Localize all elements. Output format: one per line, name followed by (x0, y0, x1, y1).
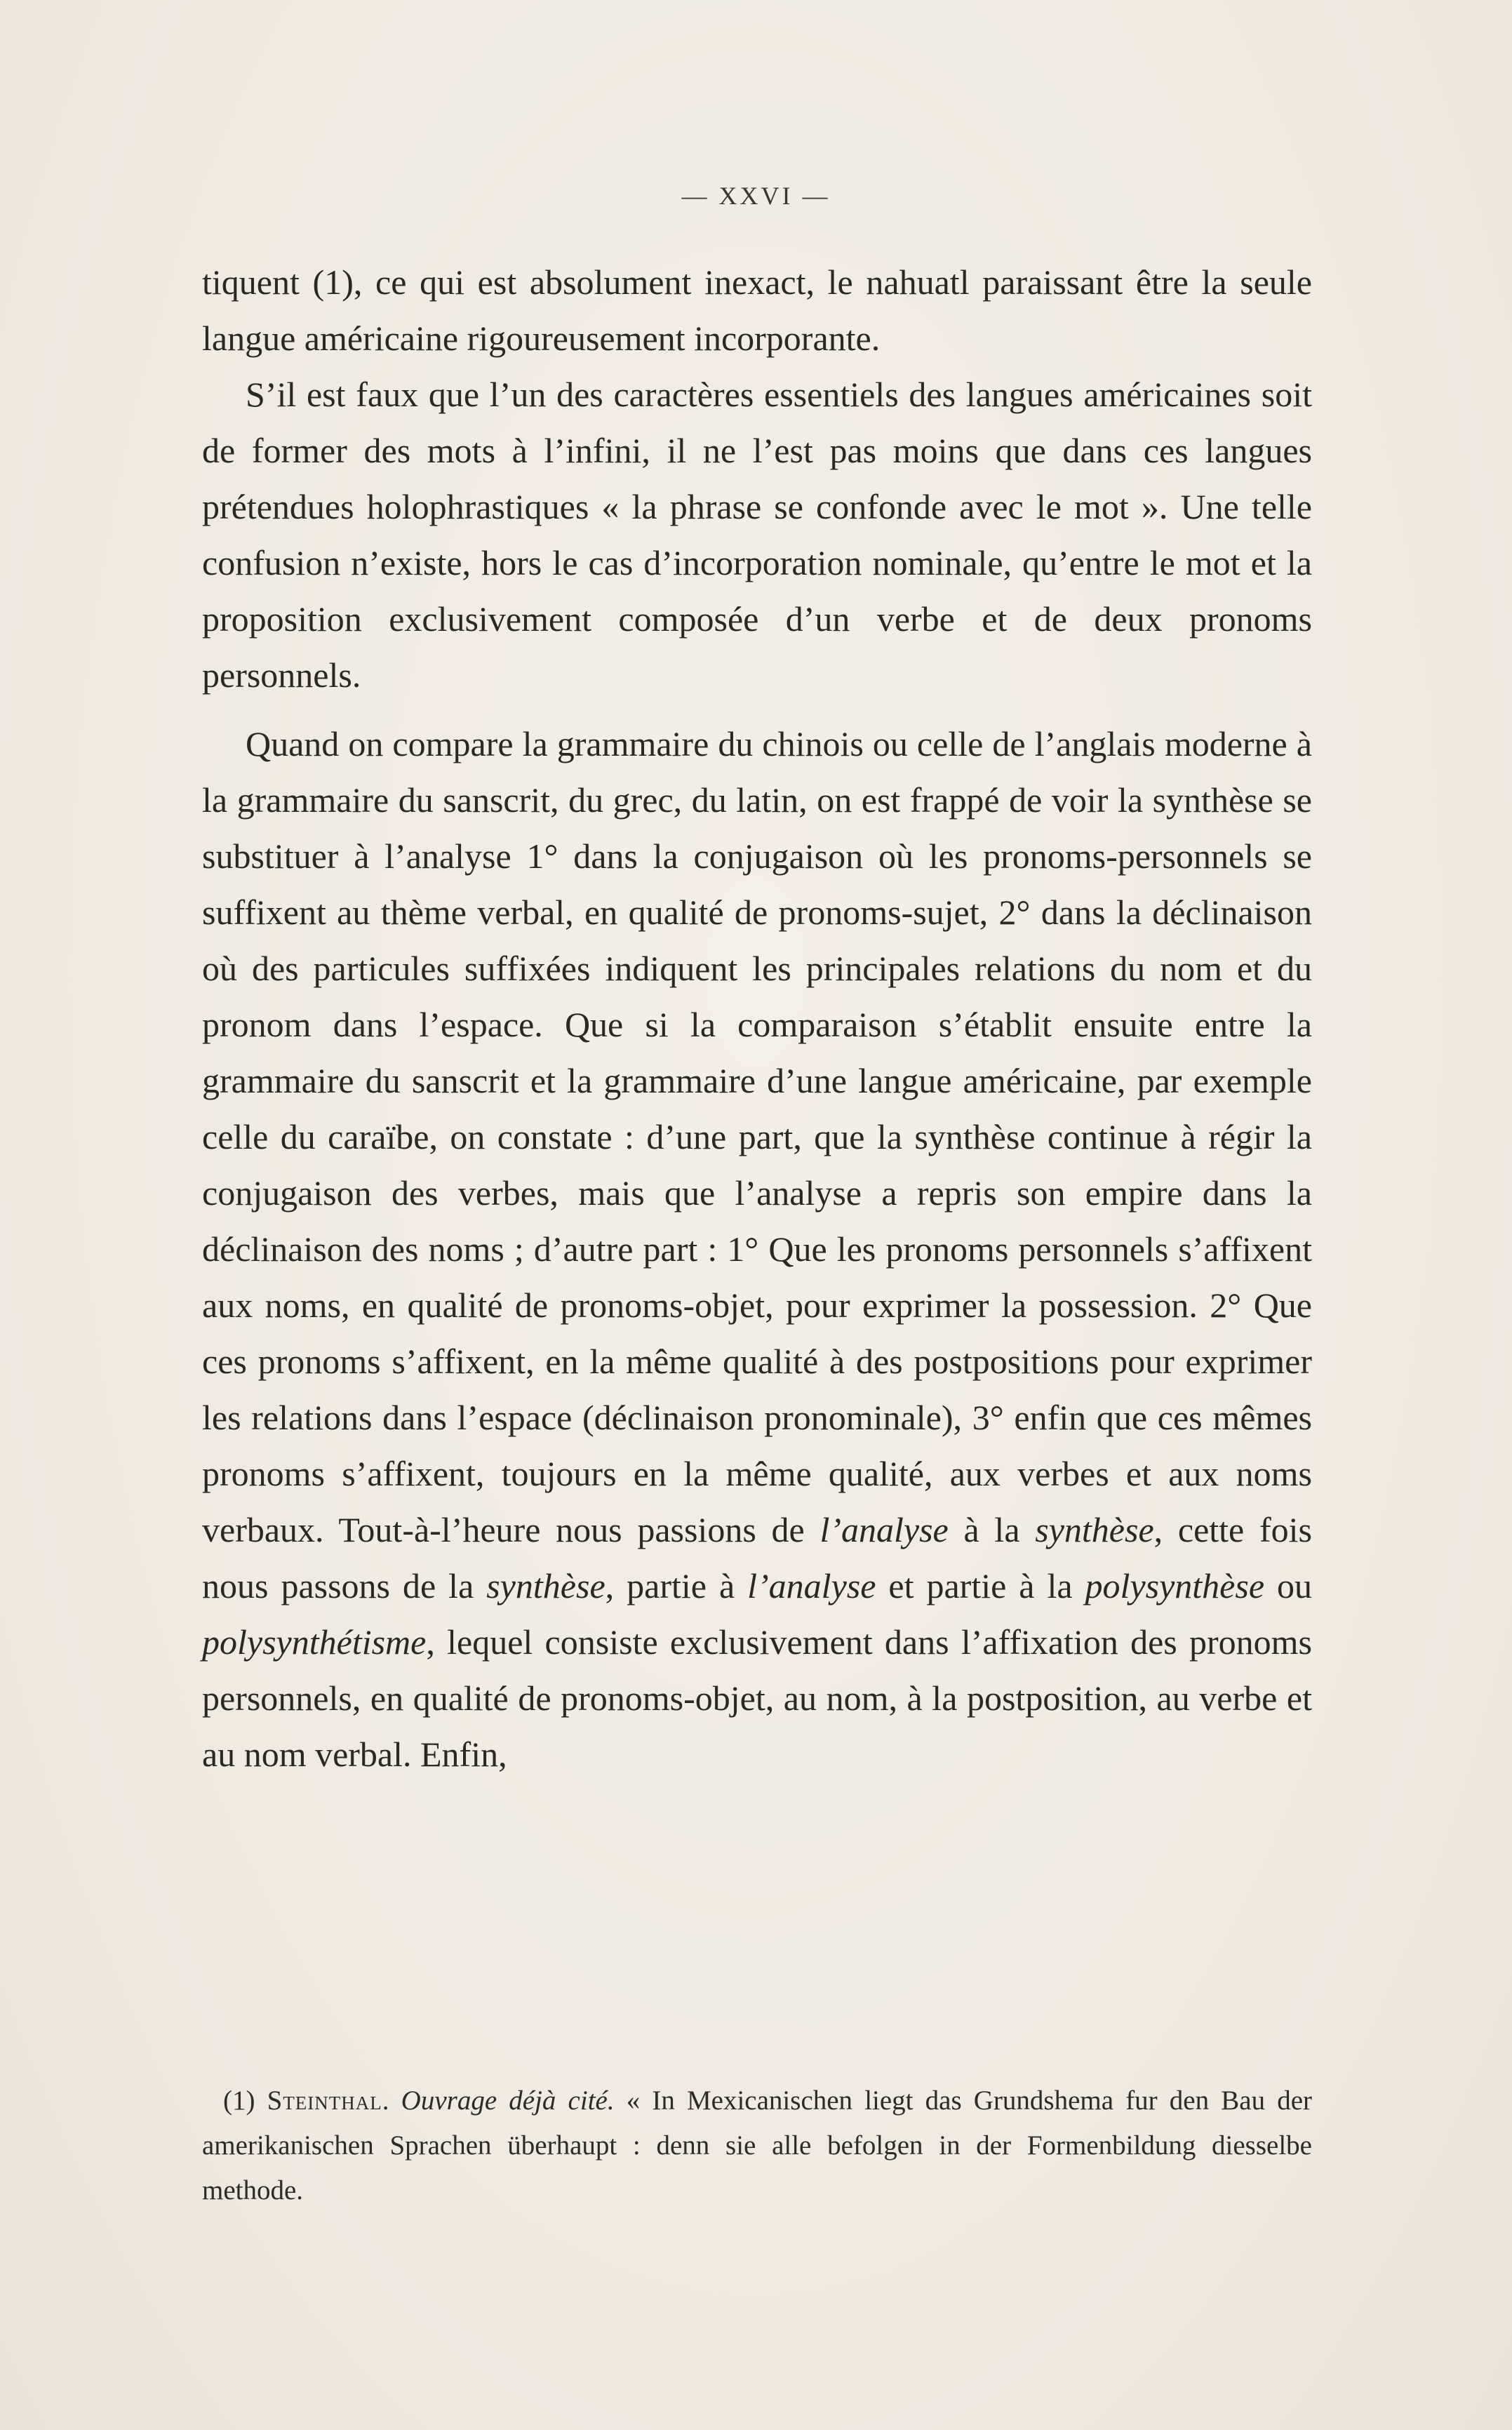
footnote-author: Steinthal (267, 2085, 382, 2116)
footnote (202, 2078, 1312, 2213)
text-run: ou (1264, 1566, 1313, 1605)
footnote-quote: « In Mexicanischen liegt das Grundshema fur den Bau der amerikanischen Sprachen überhaupt : denn sie alle befolgen in der Formenbildung diesselbe methode. (202, 2085, 1313, 2205)
paragraph-holophrastic: S’il est faux que l’un des caractères essentiels des langues américaines soit de former des mots à l’infini, il ne l’est pas moins que dans ces langues prétendues holophrastiques « la phrase se confonde avec le mot ». Une telle confusion n’existe, hors le cas d’incorporation nominale, qu’entre le mot et la proposition exclusivement composée d’un verbe et de deux pronoms personnels. (202, 375, 1312, 695)
main-text (202, 254, 1312, 1782)
paragraph-continuation: tiquent (1), ce qui est absolument inexact, le nahuatl paraissant être la seule langue américaine rigoureusement incorporante. (202, 262, 1312, 358)
italic-term: synthèse (486, 1566, 606, 1605)
text-run: et partie à la (876, 1566, 1085, 1605)
footnote-separator: . (382, 2085, 401, 2116)
italic-term: polysynthétisme (202, 1622, 427, 1662)
italic-term: polysynthèse (1085, 1566, 1265, 1605)
italic-term: l’analyse (747, 1566, 876, 1605)
paragraph-grammar-comparison (202, 716, 1312, 1782)
footnote-marker: (1) (223, 2085, 267, 2116)
text-run: , partie à (605, 1566, 748, 1605)
text-run: , lequel consiste exclusivement dans l’affixation des pronoms personnels, en qualité de pronoms-objet, au nom, à la postposition, au verbe et au nom verbal. Enfin, (202, 1622, 1312, 1774)
italic-term: l’analyse (819, 1510, 949, 1549)
text-run: , cette fois nous passons de la (202, 1510, 1312, 1605)
footnote-work: Ouvrage déjà cité. (401, 2085, 615, 2116)
italic-term: synthèse (1035, 1510, 1154, 1549)
text-run: Quand on compare la grammaire du chinois ou celle de l’anglais moderne à la grammaire du sanscrit, du grec, du latin, on est frappé de voir la synthèse se substituer à l’analyse 1° dans la conjugaison où les pronoms-personnels se suffixent au thème verbal, en qualité de pronoms-sujet, 2° dans la déclinaison où des particules suffixées indiquent les principales relations du nom et du pronom dans l’espace. Que si la comparaison s’établit ensuite entre la grammaire du sanscrit et la grammaire d’une langue américaine, par exemple celle du caraïbe, on constate : d’une part, que la synthèse continue à régir la conjugaison des verbes, mais que l’analyse a repris son empire dans la déclinaison des noms ; d’autre part : 1° Que les pronoms personnels s’affixent aux noms, en qualité de pronoms-objet, pour exprimer la possession. 2° Que ces pronoms s’affixent, en la même qualité à des postpositions pour exprimer les relations dans l’espace (déclinaison pronominale), 3° enfin que ces mêmes pronoms s’affixent, toujours en la même qualité, aux verbes et aux noms verbaux. Tout-à-l’heure nous passions de (202, 724, 1312, 1549)
text-run: à la (948, 1510, 1036, 1549)
page-number-header: — XXVI — (681, 182, 831, 210)
